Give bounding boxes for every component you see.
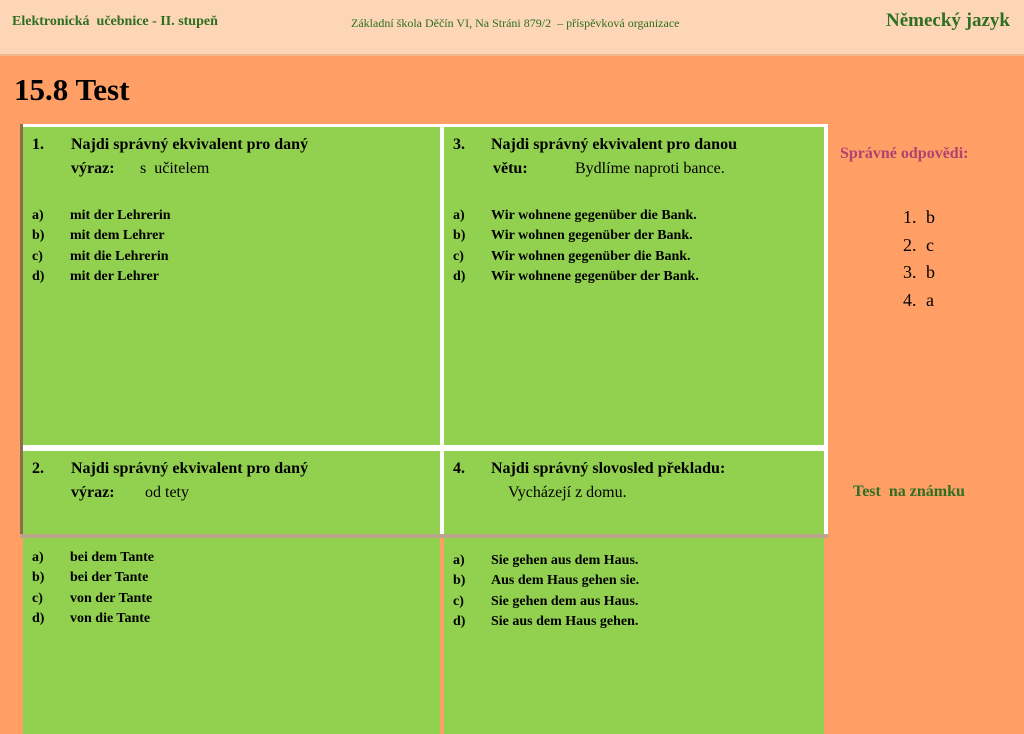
question-1-number: 1.	[32, 136, 44, 153]
question-1-keyword: výraz:	[71, 160, 115, 177]
question-table	[20, 124, 828, 630]
header-bar	[0, 0, 1024, 56]
question-1-line1: Najdi správný ekvivalent pro daný	[71, 136, 309, 153]
option-2a[interactable]: a) bei dem Tante	[32, 550, 155, 565]
option-1b[interactable]: b) mit dem Lehrer	[32, 228, 165, 244]
page-title: 15.8 Test	[14, 72, 130, 107]
question-3-keyword: větu:	[493, 160, 528, 177]
option-1c[interactable]: c) mit die Lehrerin	[32, 248, 169, 264]
option-3c[interactable]: c) Wir wohnen gegenüber die Bank.	[453, 248, 691, 264]
answers-list	[903, 204, 935, 314]
question-cell-1	[23, 127, 440, 445]
question-2-prompt	[32, 460, 432, 520]
option-4b[interactable]: b) Aus dem Haus gehen sie.	[453, 573, 640, 589]
answer-item: 2. c	[903, 234, 934, 255]
question-2-phrase: od tety	[145, 484, 189, 501]
question-2-keyword: výraz:	[71, 484, 115, 501]
option-1a[interactable]: a) mit der Lehrerin	[32, 208, 171, 223]
option-4d[interactable]: d) Sie aus dem Haus gehen.	[453, 614, 639, 630]
answer-item: 1. b	[903, 207, 935, 227]
header-subject-label: Německý jazyk	[886, 10, 1010, 31]
question-1-options	[32, 206, 432, 288]
header-school-label: Základní škola Děčín VI, Na Stráni 879/2 – příspěvková organizace	[351, 16, 680, 30]
option-3b[interactable]: b) Wir wohnen gegenüber der Bank.	[453, 228, 693, 244]
question-4-line1: Najdi správný slovosled překladu:	[491, 460, 726, 477]
option-3a[interactable]: a) Wir wohnene gegenüber die Bank.	[453, 208, 697, 223]
question-4-options	[453, 551, 818, 633]
question-cell-3	[444, 127, 824, 445]
question-4-number: 4.	[453, 460, 465, 477]
question-3-prompt	[453, 136, 818, 196]
graded-test-label: Test na známku	[853, 483, 965, 500]
answer-item: 3. b	[903, 262, 935, 282]
header-textbook-label: Elektronická učebnice - II. stupeň	[12, 14, 218, 29]
question-1-phrase: s učitelem	[140, 160, 210, 177]
question-2-number: 2.	[32, 460, 44, 477]
option-3d[interactable]: d) Wir wohnene gegenüber der Bank.	[453, 269, 699, 285]
answers-title: Správné odpovědi:	[840, 145, 969, 162]
question-2-options	[32, 548, 432, 630]
answer-item: 4. a	[903, 289, 934, 310]
question-3-number: 3.	[453, 136, 465, 153]
question-2-line1: Najdi správný ekvivalent pro daný	[71, 460, 309, 477]
question-3-phrase: Bydlíme naproti bance.	[575, 160, 725, 177]
option-2c[interactable]: c) von der Tante	[32, 590, 153, 606]
question-cell-2	[23, 451, 440, 734]
option-2b[interactable]: b) bei der Tante	[32, 570, 149, 586]
question-4-prompt	[453, 460, 818, 520]
question-1-prompt	[32, 136, 432, 196]
option-2d[interactable]: d) von die Tante	[32, 611, 151, 627]
question-3-options	[453, 206, 818, 288]
option-1d[interactable]: d) mit der Lehrer	[32, 269, 159, 285]
question-4-phrase: Vycházejí z domu.	[508, 484, 627, 501]
question-cell-4	[444, 451, 824, 734]
option-4a[interactable]: a) Sie gehen aus dem Haus.	[453, 553, 639, 568]
option-4c[interactable]: c) Sie gehen dem aus Haus.	[453, 593, 639, 609]
question-3-line1: Najdi správný ekvivalent pro danou	[491, 136, 737, 153]
